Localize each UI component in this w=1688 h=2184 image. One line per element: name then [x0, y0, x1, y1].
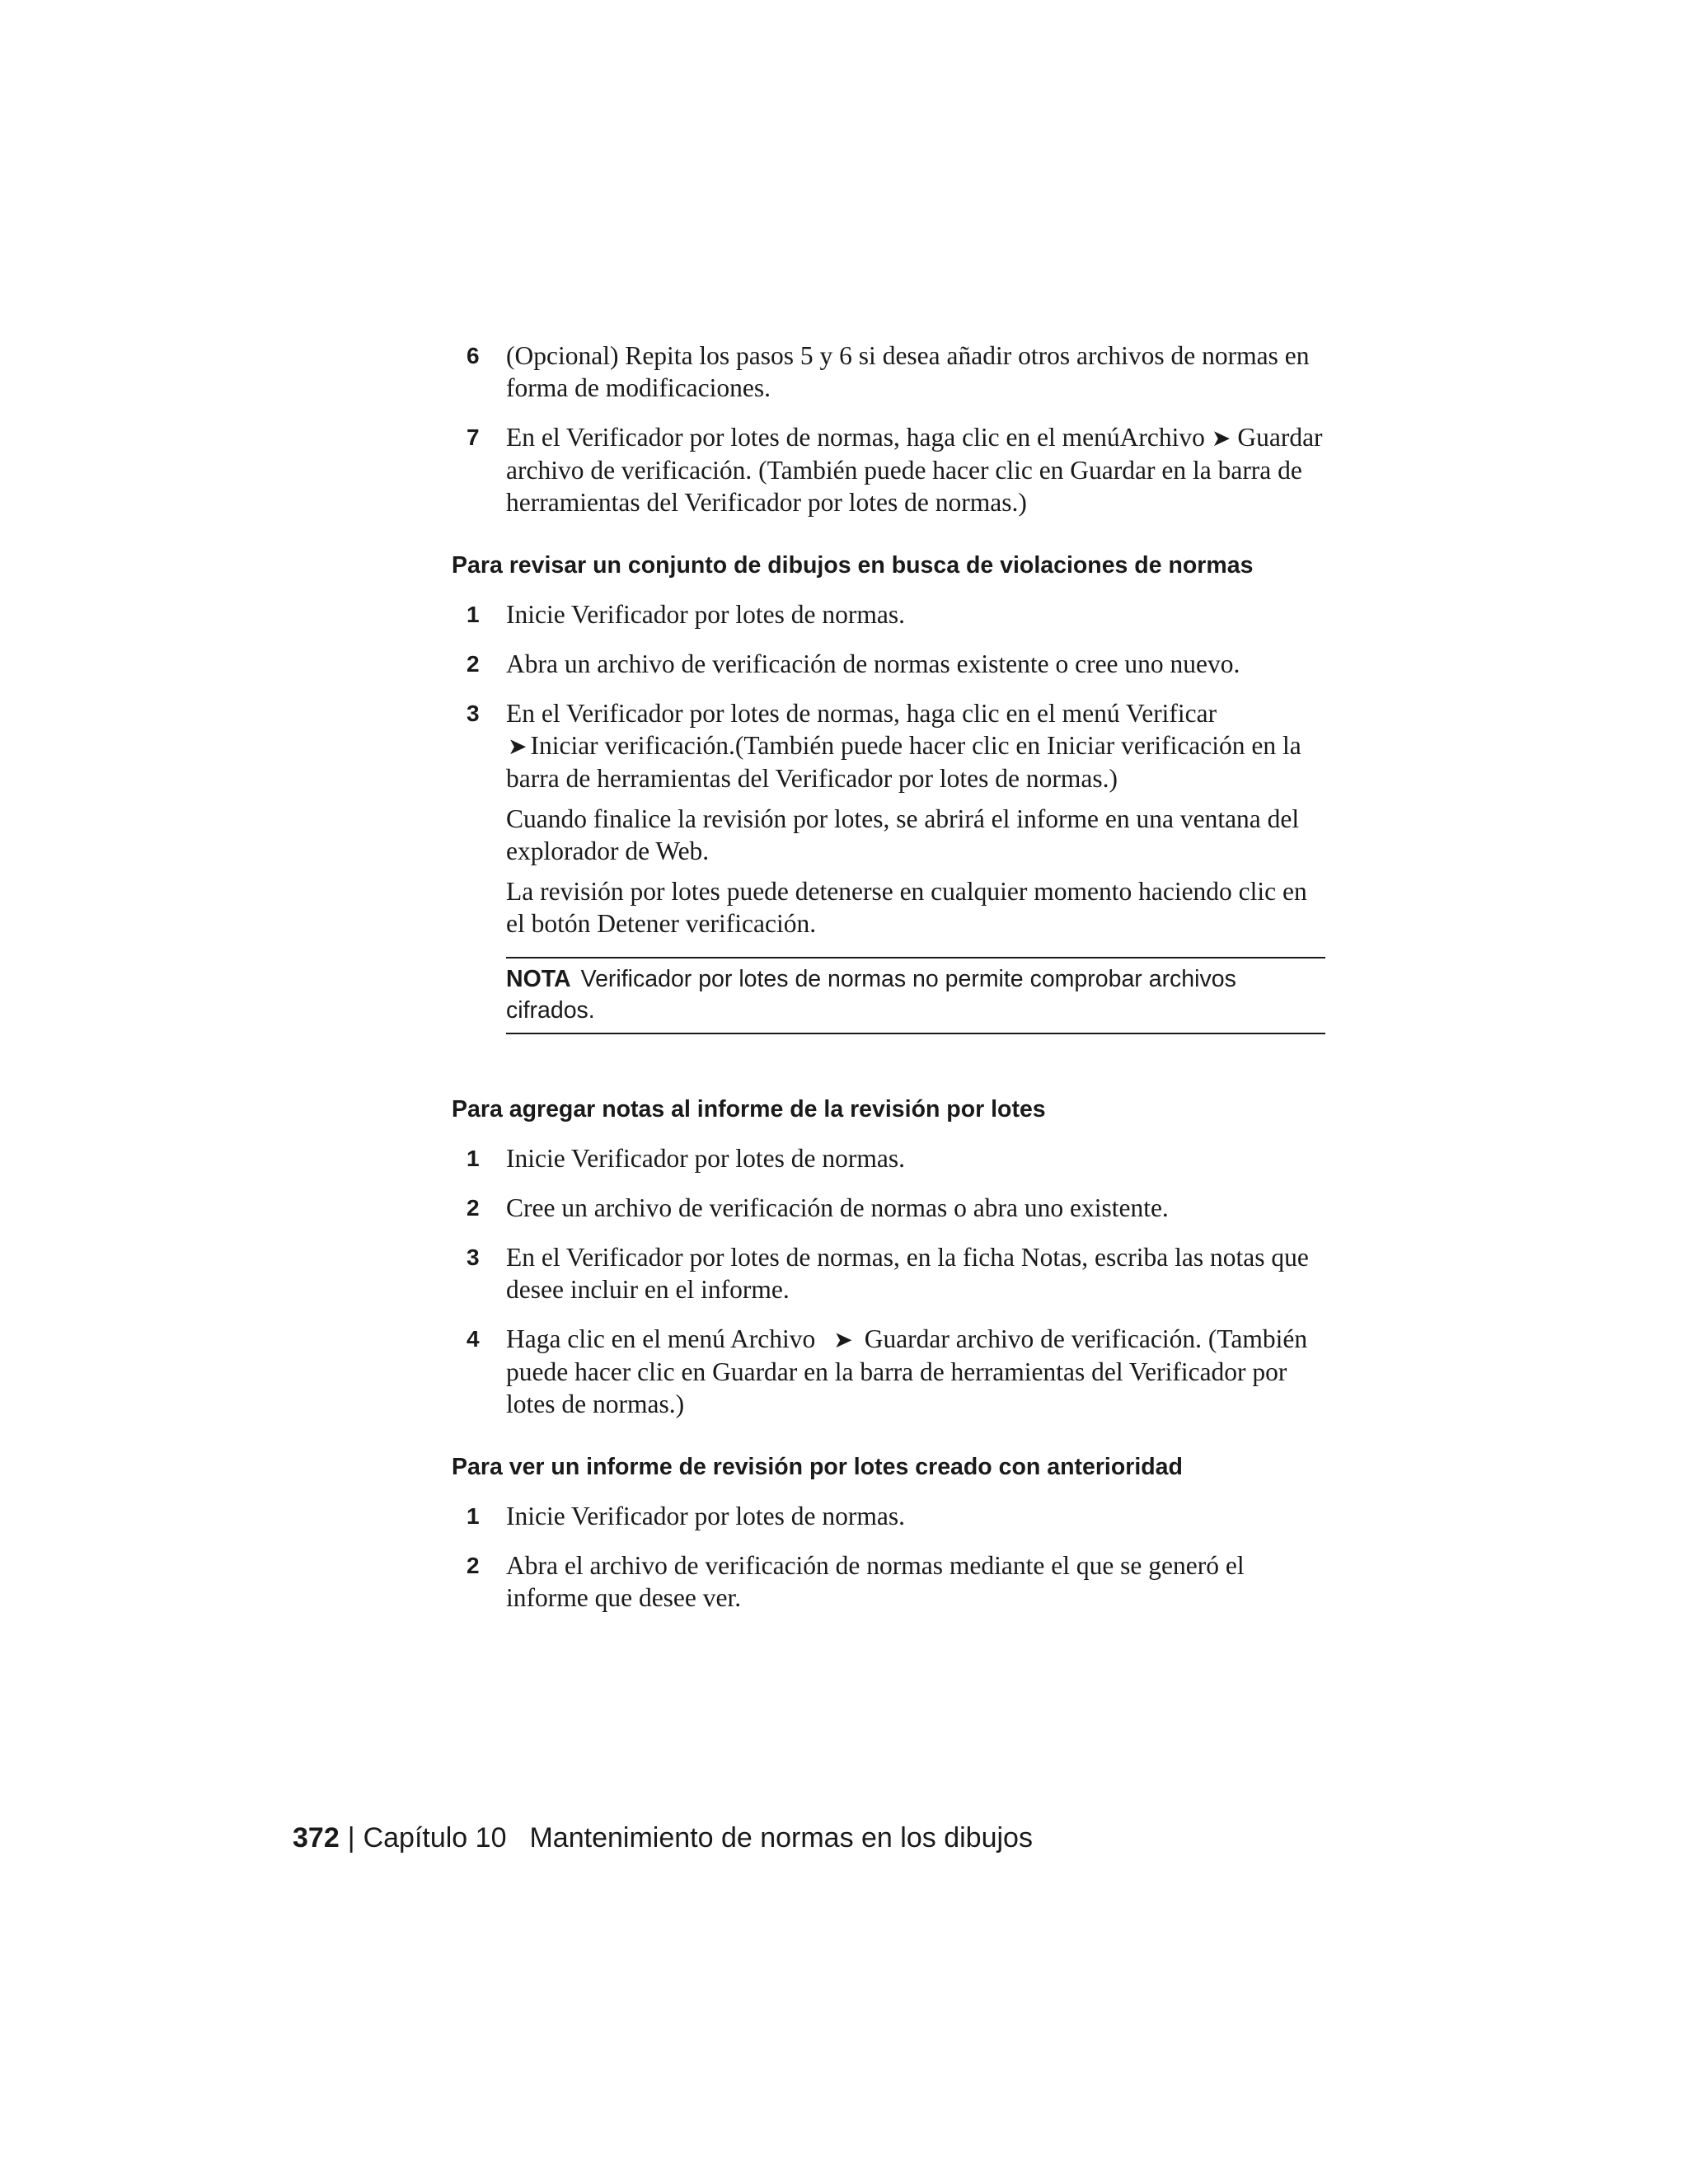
step-text — [506, 421, 1325, 518]
list-item — [452, 648, 1325, 680]
menu-arrow-icon: ➤ — [1211, 424, 1231, 452]
chapter-label: Capítulo 10 — [363, 1822, 507, 1854]
menu-arrow-icon: ➤ — [508, 733, 528, 760]
footer-separator: | — [347, 1822, 355, 1854]
step-text: Inicie Verificador por lotes de normas. — [506, 1502, 906, 1530]
section-heading: Para agregar notas al informe de la revisión por lotes — [452, 1096, 1046, 1122]
menu-arrow-icon: ➤ — [833, 1326, 853, 1353]
list-item — [452, 598, 1325, 630]
step-number: 1 — [467, 602, 480, 627]
page-number: 372 — [293, 1822, 340, 1854]
page-footer — [293, 1820, 1033, 1856]
section-heading: Para ver un informe de revisión por lotes creado con anterioridad — [452, 1454, 1183, 1480]
step-number: 2 — [467, 1195, 480, 1221]
step-text — [506, 1323, 1325, 1420]
step-number: 3 — [467, 701, 480, 726]
chapter-title: Mantenimiento de normas en los dibujos — [529, 1822, 1033, 1854]
list-item — [452, 697, 1325, 940]
list-item — [452, 1241, 1325, 1305]
step-number: 4 — [467, 1326, 480, 1352]
step-number: 3 — [467, 1244, 480, 1270]
step-text: Abra el archivo de verificación de normas mediante el que se generó el informe que desee ver. — [506, 1551, 1245, 1612]
step-text-after: Guardar archivo de verificación. (También puede hacer clic en Guardar en la barra de herramientas del Verificador por lotes de normas.) — [506, 1324, 1308, 1418]
list-item — [452, 1549, 1325, 1614]
step-text: (Opcional) Repita los pasos 5 y 6 si desea añadir otros archivos de normas en forma de modificaciones. — [506, 341, 1310, 402]
step-number: 6 — [467, 343, 480, 368]
step-text-after: Guardar archivo de verificación. (También puede hacer clic en Guardar en la barra de herramientas del Verificador por lotes de normas.) — [506, 423, 1323, 517]
note-box — [506, 957, 1325, 1034]
step-text — [506, 697, 1325, 794]
step-text-before: Haga clic en el menú Archivo — [506, 1324, 816, 1353]
step-number: 7 — [467, 424, 480, 450]
step-number: 2 — [467, 1553, 480, 1578]
list-item — [452, 1500, 1325, 1532]
list-item — [452, 340, 1325, 404]
step-number: 2 — [467, 651, 480, 677]
step-text-before: En el Verificador por lotes de normas, haga clic en el menúArchivo — [506, 423, 1205, 452]
list-item — [452, 421, 1325, 518]
step-text: Inicie Verificador por lotes de normas. — [506, 1144, 906, 1173]
step-text: Abra un archivo de verificación de normas existente o cree uno nuevo. — [506, 649, 1240, 678]
step-text-before: En el Verificador por lotes de normas, haga clic en el menú Verificar — [506, 699, 1217, 728]
step-paragraph: La revisión por lotes puede detenerse en cualquier momento haciendo clic en el botón Detener verificación. — [506, 877, 1307, 938]
step-text: Cree un archivo de verificación de normas o abra uno existente. — [506, 1193, 1169, 1222]
step-paragraph: Cuando finalice la revisión por lotes, se abrirá el informe en una ventana del explorador de Web. — [506, 804, 1300, 865]
step-number: 1 — [467, 1503, 480, 1529]
step-text: Inicie Verificador por lotes de normas. — [506, 600, 906, 629]
list-item — [452, 1142, 1325, 1174]
list-item — [452, 1192, 1325, 1224]
step-number: 1 — [467, 1146, 480, 1171]
list-item — [452, 1323, 1325, 1420]
note-label: NOTA — [506, 966, 571, 992]
section-heading: Para revisar un conjunto de dibujos en busca de violaciones de normas — [452, 552, 1254, 579]
note-text: Verificador por lotes de normas no permite comprobar archivos cifrados. — [506, 966, 1236, 1024]
step-text-after: Iniciar verificación.(También puede hacer clic en Iniciar verificación en la barra de herramientas del Verificador por lotes de normas.) — [506, 731, 1301, 793]
page-content — [452, 340, 1325, 1631]
step-text: En el Verificador por lotes de normas, en la ficha Notas, escriba las notas que desee incluir en el informe. — [506, 1243, 1309, 1304]
